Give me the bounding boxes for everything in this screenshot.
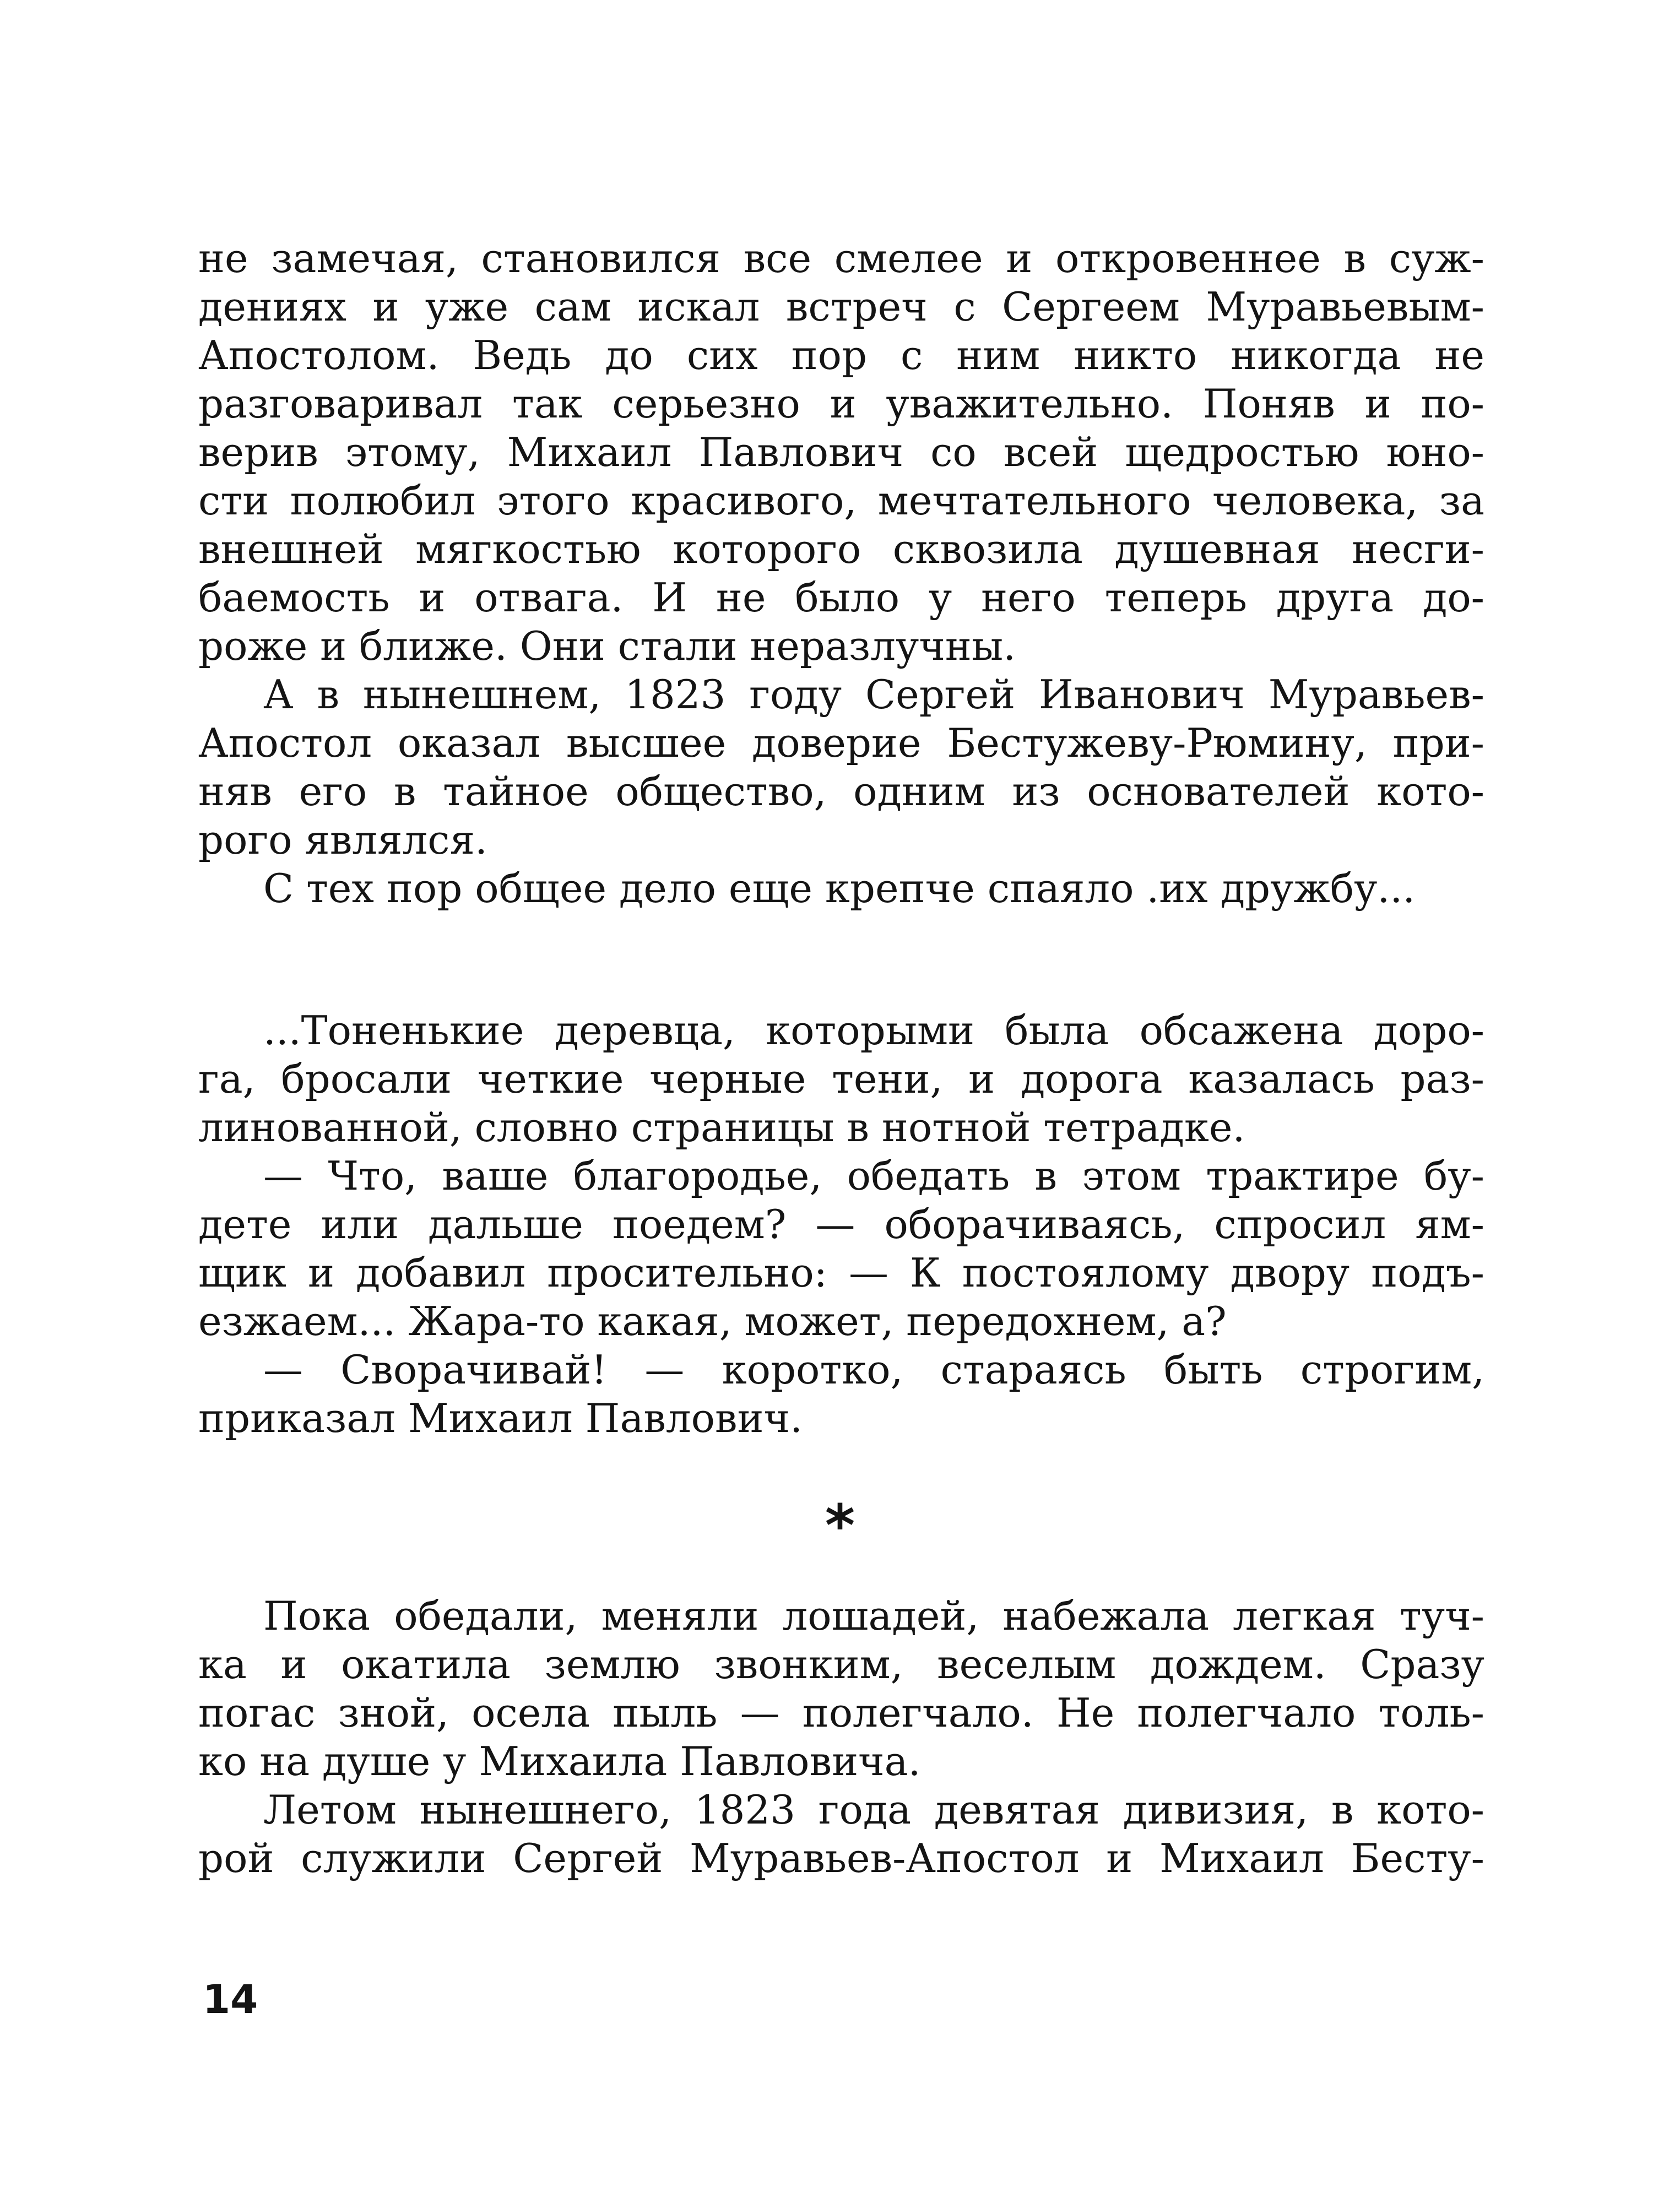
text-line: — Сворачивай! — коротко, стараясь быть строгим,: [263, 1347, 1484, 1393]
text-line: Летом нынешнего, 1823 года девятая дивизия, в кото-: [263, 1787, 1484, 1833]
text-line: линованной, словно страницы в нотной тетрадке.: [198, 1104, 1245, 1151]
text-line: дениях и уже сам искал встреч с Сергеем Муравьевым-: [198, 284, 1484, 330]
text-line: ка и окатила землю звонким, веселым дождем. Сразу: [198, 1641, 1484, 1687]
text-line: щик и добавил просительно: — К постоялому двору подъ-: [198, 1250, 1484, 1296]
text-line: Апостолом. Ведь до сих пор с ним никто никогда не: [198, 332, 1484, 378]
text-line: сти полюбил этого красивого, мечтательного человека, за: [198, 478, 1484, 524]
text-line: не замечая, становился все смелее и откровеннее в суж-: [198, 235, 1484, 281]
text-line: внешней мягкостью которого сквозила душевная несги-: [198, 526, 1484, 572]
text-line: приказал Михаил Павлович.: [198, 1395, 803, 1441]
text-block-friendship: [198, 234, 1484, 913]
text-line: ...Тоненькие деревца, которыми была обсажена доро-: [263, 1007, 1484, 1054]
text-line: няв его в тайное общество, одним из основателей кото-: [198, 768, 1484, 815]
text-line: Пока обедали, меняли лошадей, набежала легкая туч-: [263, 1593, 1484, 1639]
text-line: баемость и отвага. И не было у него теперь друга до-: [198, 574, 1484, 621]
text-line: погас зной, осела пыль — полегчало. Не полегчало толь-: [198, 1690, 1484, 1736]
page-number: 14: [203, 1976, 258, 2022]
text-block-rain: [198, 1592, 1484, 1882]
text-line: разговаривал так серьезно и уважительно. Поняв и по-: [198, 381, 1484, 427]
text-line: — Что, ваше благородье, обедать в этом трактире бу-: [263, 1153, 1484, 1199]
text-line: Апостол оказал высшее доверие Бестужеву-Рюмину, при-: [198, 720, 1484, 766]
text-block-road: [198, 1006, 1484, 1442]
text-line: езжаем... Жара-то какая, может, передохнем, а?: [198, 1298, 1227, 1344]
section-separator-asterisk: *: [825, 1492, 855, 1559]
text-line: дете или дальше поедем? — оборачиваясь, спросил ям-: [198, 1201, 1484, 1247]
text-line: С тех пор общее дело еще крепче спаяло .их дружбу...: [263, 865, 1416, 911]
text-line: верив этому, Михаил Павлович со всей щедростью юно-: [198, 429, 1484, 475]
text-line: ко на душе у Михаила Павловича.: [198, 1738, 921, 1784]
text-line: роже и ближе. Они стали неразлучны.: [198, 623, 1016, 669]
text-line: га, бросали четкие черные тени, и дорога казалась раз-: [198, 1056, 1484, 1102]
text-line: рой служили Сергей Муравьев-Апостол и Михаил Бесту-: [198, 1835, 1484, 1881]
text-line: А в нынешнем, 1823 году Сергей Иванович Муравьев-: [263, 671, 1484, 718]
text-line: рого являлся.: [198, 817, 487, 863]
